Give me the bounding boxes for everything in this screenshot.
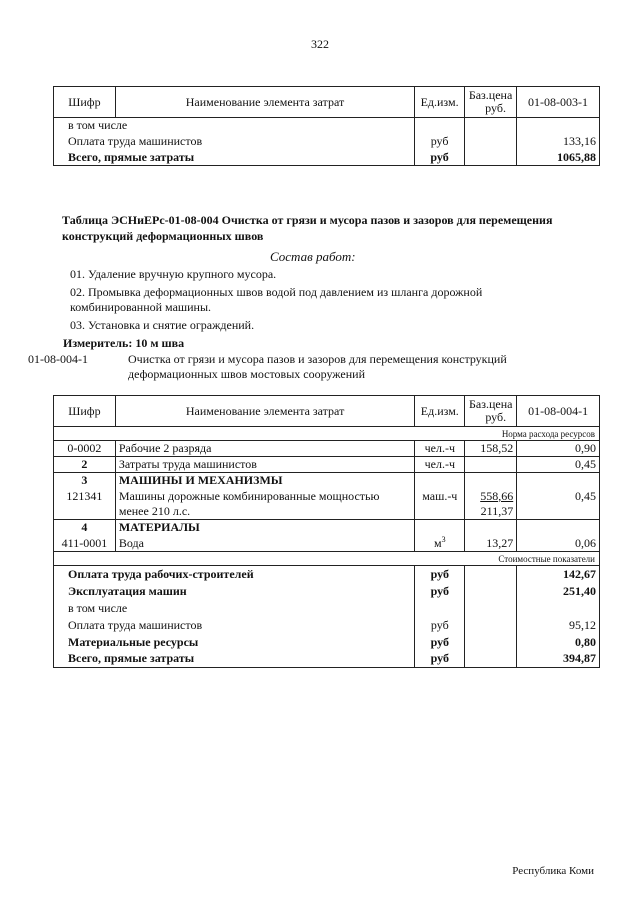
header-unit: Ед.изм. — [415, 396, 465, 427]
table-row: Оплата труда машинистов руб 95,12 — [54, 617, 600, 634]
table-row: 3 МАШИНЫ И МЕХАНИЗМЫ — [54, 473, 600, 489]
table-row: Всего, прямые затраты руб 1065,88 — [54, 150, 600, 166]
work-item-2: 02. Промывка деформационных швов водой под давлением из шланга дорожной — [70, 285, 483, 299]
cost-table-1 — [53, 86, 600, 166]
cost-label: Стоимостные показатели — [54, 552, 600, 566]
table-row: Всего, прямые затраты руб 394,87 — [54, 651, 600, 668]
header-base-price: Баз.цена руб. — [465, 396, 517, 427]
table-row: 411-0001 Вода $м^3$ 13,27 0,06 — [54, 535, 600, 552]
table-row: 2 Затраты труда машинистов чел.-ч 0,45 — [54, 457, 600, 473]
item-desc-line2: деформационных швов мостовых сооружений — [128, 367, 366, 381]
header-unit: Ед.изм. — [415, 87, 465, 118]
meter: Измеритель: 10 м шва — [63, 336, 185, 350]
header-base-price: Баз.цена руб. — [465, 87, 517, 118]
table-row: Эксплуатация машин руб 251,40 — [54, 583, 600, 600]
work-item-3: 03. Установка и снятие ограждений. — [70, 318, 255, 332]
table-row: в том числе — [54, 600, 600, 617]
norm-label: Норма расхода ресурсов — [54, 427, 600, 441]
table-row: 121341 Машины дорожные комбинированные мощностью менее 210 л.с. маш.-ч 558,66 211,37 0,45 — [54, 489, 600, 520]
header-code: Шифр — [54, 87, 116, 118]
table-row: Оплата труда рабочих-строителей руб 142,67 — [54, 566, 600, 583]
table-row: в том числе — [54, 118, 600, 134]
header-resource-code: 01-08-003-1 — [517, 87, 600, 118]
work-item-1: 01. Удаление вручную крупного мусора. — [70, 267, 277, 281]
table-row: Материальные ресурсы руб 0,80 — [54, 634, 600, 651]
table-row: 0-0002 Рабочие 2 разряда чел.-ч 158,52 0,90 — [54, 441, 600, 457]
header-name: Наименование элемента затрат — [115, 396, 414, 427]
table-row: Оплата труда машинистов руб 133,16 — [54, 134, 600, 150]
footer-region: Республика Коми — [512, 865, 594, 877]
item-code: 01-08-004-1 — [28, 352, 88, 366]
work-item-2-cont: комбинированной машины. — [70, 300, 212, 314]
section-title-line1: Таблица ЭСНиЕРс-01-08-004 Очистка от грязи и мусора пазов и зазоров для перемещения — [62, 213, 553, 227]
header-name: Наименование элемента затрат — [115, 87, 414, 118]
cost-table-2 — [53, 395, 600, 668]
item-desc-line1: Очистка от грязи и мусора пазов и зазоров для перемещения конструкций — [128, 352, 507, 366]
page-number: 322 — [311, 37, 329, 51]
header-code: Шифр — [54, 396, 116, 427]
table-row: 4 МАТЕРИАЛЫ — [54, 519, 600, 535]
section-title-line2: конструкций деформационных швов — [62, 229, 264, 243]
header-resource-code: 01-08-004-1 — [517, 396, 600, 427]
work-heading: Состав работ: — [270, 249, 356, 264]
